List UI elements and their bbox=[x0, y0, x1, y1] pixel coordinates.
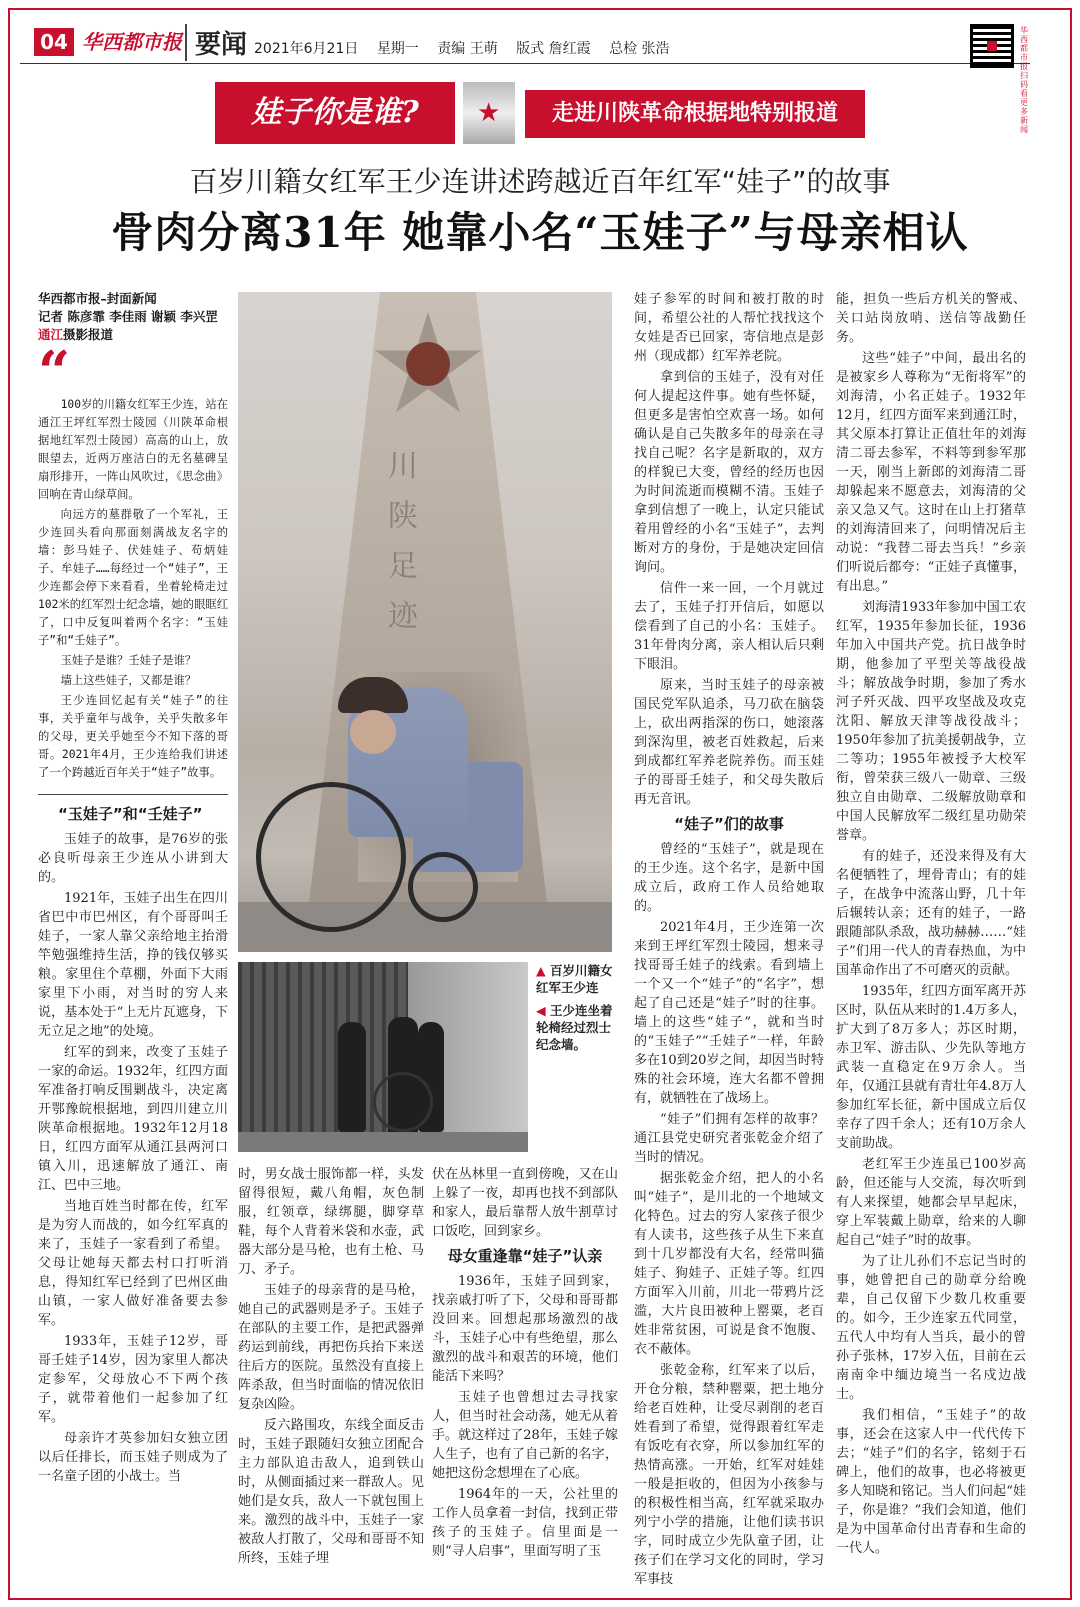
figure bbox=[338, 1022, 366, 1132]
monument-emblem bbox=[406, 342, 450, 386]
qr-code-icon[interactable] bbox=[970, 24, 1014, 68]
subheadline: 百岁川籍女红军王少连讲述跨越近百年红军“娃子”的故事 bbox=[189, 165, 891, 198]
body-paragraph: 信件一来一回，一个月就过去了，玉娃子打开信后，如愿以偿看到了自己的小名：玉娃子。31年骨肉分离，亲人相认后只剩下眼泪。 bbox=[634, 581, 824, 672]
body-paragraph: 据张乾金介绍，把人的小名叫“娃子”，是川北的一个地域文化特色。过去的穷人家孩子很少有人读书，这些孩子从生下来直到十几岁都没有大名，经常叫猫娃子、狗娃子、正娃子等。红四方面军入川前，川北一带鸦片泛滥，大片良田被种上罂粟，老百姓非常贫困，可说是食不饱腹、衣不蔽体。 bbox=[634, 1171, 824, 1357]
byline-reporters: 记者 陈彦霏 李佳雨 谢颖 李兴罡 bbox=[38, 309, 218, 324]
main-photo bbox=[238, 292, 612, 952]
body-paragraph: 2021年4月，王少连第一次来到王坪红军烈士陵园，想来寻找哥哥壬娃子的线索。看到墙上一个又一个“娃子”的“名字”，想起了自己还是“娃子”时的往事。墙上的这些“娃子”，就和当时的“玉娃子”“壬娃子”一样，年龄多在10到20岁之间，却因当时特殊的社会环境，连大名都不曾拥有，就牺牲在了战场上。 bbox=[634, 920, 824, 1106]
body-paragraph: 当地百姓当时都在传，红军是为穷人而战的，如今红军真的来了，玉娃子一家看到了希望。父母让她每天都去村口打听消息，得知红军已经到了巴州区曲山镇，一家人做好准备要去参军。 bbox=[38, 1199, 228, 1328]
lead-paragraph: 墙上这些娃子，又都是谁？ bbox=[60, 674, 197, 687]
body-paragraph: 红军的到来，改变了玉娃子一家的命运。1932年，红四方面军准备打响反围剿战斗，决定离开鄂豫皖根据地，到四川建立川陕革命根据地。1932年12月18日，红四方面军从通江县两河口镇入川，迅速解放了通江、南江、巴中三地。 bbox=[38, 1045, 228, 1193]
triangle-up-icon: ▲ bbox=[536, 963, 546, 978]
body-paragraph: 为了让儿孙们不忘记当时的事，她曾把自己的勋章分给晚辈，自己仅留下少数几枚重要的。如今，王少连家五代同堂，五代人中均有人当兵，最小的曾孙子张林，17岁入伍，目前在云南南伞中缅边境当一名戍边战士。 bbox=[836, 1254, 1026, 1402]
column-2 bbox=[238, 1165, 424, 1570]
byline-outlet: 华西都市报–封面新闻 bbox=[38, 291, 157, 306]
body-paragraph: 原来，当时玉娃子的母亲被国民党军队追杀，马刀砍在脑袋上，砍出两指深的伤口，她滚落到深沟里，被老百姓救起，后来到成都红军养老院养伤。而玉娃子的哥哥壬娃子，和父母失散后再无音讯。 bbox=[634, 678, 824, 807]
photographer: 通江 bbox=[38, 327, 64, 342]
lead-paragraph: 玉娃子是谁？壬娃子是谁？ bbox=[60, 654, 197, 667]
column-1 bbox=[38, 290, 228, 1488]
lead-paragraph: 王少连回忆起有关“娃子”的往事，关乎童年与战争，关乎失散多年的父母，更关乎她至今不知下落的哥哥。2021年4月，王少连给我们讲述了一个跨越近百年关于“娃子”故事。 bbox=[38, 694, 228, 779]
editor-credit: 责编 王萌 bbox=[437, 41, 498, 57]
qr-caption: 华西都市报 扫码看更多新闻 bbox=[1020, 26, 1028, 134]
body-paragraph: 1964年的一天，公社里的工作人员拿着一封信，找到正带孩子的玉娃子。信里面是一则“寻人启事”，里面写明了玉 bbox=[432, 1487, 618, 1559]
paper-logo: 华西都市报 bbox=[82, 30, 182, 54]
body-paragraph: 母亲许才英参加妇女独立团以后任排长，而玉娃子则成为了一名童子团的小战士。当 bbox=[38, 1431, 228, 1484]
body-paragraph: 玉娃子的母亲背的是马枪，她自己的武器则是矛子。玉娃子在部队的主要工作，是把武器弹药运到前线，再把伤兵抬下来送往后方的医院。虽然没有直接上阵杀敌，但当时面临的情况依旧复杂凶险。 bbox=[238, 1283, 424, 1412]
floor bbox=[238, 1132, 528, 1152]
proof-credit: 总检 张浩 bbox=[609, 41, 670, 57]
byline bbox=[38, 290, 228, 344]
wheelchair-wheel bbox=[256, 782, 406, 932]
column-5 bbox=[836, 290, 1026, 1560]
edition-date: 2021年6月21日 bbox=[254, 41, 359, 57]
body-paragraph: 玉娃子也曾想过去寻找家人，但当时社会动荡，她无从着手。就这样过了28年，玉娃子嫁人生子，也有了自己新的名字，她把这份念想埋在了心底。 bbox=[432, 1390, 618, 1481]
body-paragraph: 伏在丛林里一直到傍晚，又在山上躲了一夜，却再也找不到部队和家人，最后靠帮人放牛割草讨口饭吃，回到家乡。 bbox=[432, 1167, 618, 1239]
secondary-photo bbox=[238, 962, 528, 1152]
body-paragraph: 反六路围攻，东线全面反击时，玉娃子跟随妇女独立团配合主力部队追击敌人，追到铁山时，从侧面插过来一群敌人。见她们是女兵，敌人一下就包围上来。激烈的战斗中，玉娃子一家被敌人打散了，父母和哥哥不知所终，玉娃子埋 bbox=[238, 1418, 424, 1566]
wheelchair bbox=[373, 1072, 433, 1132]
body-paragraph: 我们相信，“玉娃子”的故事，还会在这家人中一代代传下去；“娃子”们的名字，铭刻于石碑上，他们的故事，也必将被更多人知晓和铭记。当人们问起“娃子，你是谁？”我们会知道，他们是为中国革命付出青春和生命的一代人。 bbox=[836, 1408, 1026, 1556]
page-number: 04 bbox=[34, 28, 74, 56]
person-face bbox=[350, 710, 396, 754]
body-paragraph: 1936年，玉娃子回到家，找亲戚打听了下，父母和哥哥都没回来。回想起那场激烈的战斗，玉娃子心中有些绝望，那么激烈的战斗和艰苦的环境，他们能活下来吗？ bbox=[432, 1274, 618, 1384]
lead-paragraph: 向远方的墓群敬了一个军礼，王少连回头看向那面刻满战友名字的墙：彭马娃子、伏娃娃子、苟炳娃子、牟娃子……每经过一个“娃子”，王少连都会停下来看看，坐着轮椅走过102米的红军烈士纪念墙，她的眼眶红了，口中反复叫着两个名字：“玉娃子”和“壬娃子”。 bbox=[38, 508, 228, 647]
series-banner bbox=[215, 82, 865, 144]
section-heading: “玉娃子”和“壬娃子” bbox=[58, 805, 203, 823]
triangle-left-icon: ◀ bbox=[536, 1003, 546, 1018]
body-paragraph: 这些“娃子”中间，最出名的是被家乡人尊称为“无衔将军”的刘海清，小名正娃子。1932年12月，红四方面军来到通江时，其父原本打算让正值壮年的刘海清二哥去参军，不料等到参军那一天，刚当上新郎的刘海清二哥却躲起来不愿意去，刘海清的父亲又急又气。这时在山上打猪草的刘海清回来了，问明情况后主动说：“我替二哥去当兵！”乡亲们听说后都夸：“正娃子真懂事，有出息。” bbox=[836, 351, 1026, 594]
body-paragraph: 刘海清1933年参加中国工农红军，1935年参加长征，1936年加入中国共产党。抗日战争时期，他参加了平型关等战役战斗；解放战争时期，参加了秀水河子歼灭战、四平攻坚战及攻克沈阳、解放天津等战役战斗；1950年参加了抗美援朝战争，立二等功；1955年被授予大校军衔，曾荣获三级八一勋章、三级独立自由勋章、二级解放勋章和中国人民解放军二级红星功勋荣誉章。 bbox=[836, 600, 1026, 843]
monument-inscription: 川陕足迹 bbox=[388, 449, 418, 634]
banner-title: 娃子你是谁? bbox=[215, 82, 455, 144]
headline: 骨肉分离31年 她靠小名“玉娃子”与母亲相认 bbox=[111, 208, 969, 257]
body-paragraph: 时，男女战士服饰都一样，头发留得很短，戴八角帽，灰色制服，红领章，绿绑腿，脚穿草鞋，每个人背着米袋和水壶，武器大部分是马枪，也有土枪、马刀、矛子。 bbox=[238, 1167, 424, 1277]
banner-series-label: 走进川陕革命根据地特别报道 bbox=[525, 90, 865, 138]
caption-secondary-text: 王少连坐着轮椅经过烈士纪念墙。 bbox=[536, 1003, 613, 1052]
column-3 bbox=[432, 1165, 618, 1563]
body-paragraph: 能，担负一些后方机关的警戒、关口站岗放哨、送信等战勤任务。 bbox=[836, 292, 1026, 345]
photo-credit-suffix: 摄影报道 bbox=[63, 327, 114, 342]
layout-credit: 版式 詹红霞 bbox=[516, 41, 591, 57]
body-paragraph: 有的娃子，还没来得及有大名便牺牲了，埋骨青山；有的娃子，在战争中流落山野，几十年后辗转认亲；还有的娃子，一路跟随部队杀敌，战功赫赫……“娃子”们用一代人的青春热血，为中国革命作出了不可磨灭的贡献。 bbox=[836, 849, 1026, 978]
body-paragraph: 1933年，玉娃子12岁，哥哥壬娃子14岁，因为家里人都决定参军，父母放心不下两个孩子，就带着他们一起参加了红军。 bbox=[38, 1334, 228, 1425]
body-paragraph: 曾经的“玉娃子”，就是现在的王少连。这个名字，是新中国成立后，政府工作人员给她取的。 bbox=[634, 842, 824, 914]
wheelchair-front-wheel bbox=[408, 852, 478, 922]
quote-mark-icon: “ bbox=[38, 339, 71, 405]
caption-main-text: 百岁川籍女红军王少连 bbox=[536, 963, 613, 995]
star-icon: ★ bbox=[477, 98, 501, 128]
body-paragraph: 张乾金称，红军来了以后，开仓分粮，禁种罂粟，把土地分给老百姓种，让受尽剥削的老百姓看到了希望，觉得跟着红军走有饭吃有衣穿，所以参加红军的热情高涨。一开始，红军对娃娃一般是拒收的，但因为小孩参与的积极性相当高，红军就采取办列宁小学的措施，让他们读书识字，同时成立少先队童子团，让孩子们在学习文化的同时，学习军事技 bbox=[634, 1363, 824, 1587]
lead-paragraphs bbox=[38, 396, 228, 795]
section-heading: “娃子”们的故事 bbox=[674, 815, 784, 833]
section-label: 要闻 bbox=[185, 24, 247, 61]
section-heading: 母女重逢靠“娃子”认亲 bbox=[447, 1247, 603, 1265]
body-paragraph: 玉娃子的故事，是76岁的张必良听母亲王少连从小讲到大的。 bbox=[38, 832, 228, 885]
body-paragraph: 老红军王少连虽已100岁高龄，但还能与人交流，每次听到有人来探望，她都会早早起床，穿上军装戴上勋章，给来的人聊起自己“娃子”时的故事。 bbox=[836, 1157, 1026, 1248]
body-paragraph: 拿到信的玉娃子，没有对任何人提起这件事。她有些怀疑，但更多是害怕空欢喜一场。如何确认是自己失散多年的母亲在寻找自己呢？名字是新取的，双方的样貌已大变，曾经的经历也因为时间流逝而模糊不清。玉娃子拿到信想了一晚上，认定只能试着用曾经的小名“玉娃子”，去判断对方的身份，于是她决定回信询问。 bbox=[634, 370, 824, 575]
edition-weekday: 星期一 bbox=[376, 41, 419, 57]
column-4 bbox=[634, 290, 824, 1591]
lead-paragraph: 100岁的川籍女红军王少连，站在通江王坪红军烈士陵园（川陕革命根据地红军烈士陵园）高高的山上，放眼望去，近两万座洁白的无名墓碑呈扇形排开，一阵山风吹过，《思念曲》回响在青山绿草间。 bbox=[38, 398, 228, 501]
caption-secondary bbox=[536, 1002, 616, 1053]
body-paragraph: 1921年，玉娃子出生在四川省巴中市巴州区，有个哥哥叫壬娃子，一家人靠父亲给地主抬滑竿勉强维持生活，挣的钱仅够买粮。家里住个草棚，外面下大雨家里下小雨，对当时的穷人来说，基本处于“上无片瓦遮身，下无立足之地”的处境。 bbox=[38, 891, 228, 1039]
photo-captions bbox=[536, 962, 616, 1053]
body-paragraph: 1935年，红四方面军离开苏区时，队伍从来时的1.4万多人，扩大到了8万多人；苏区时期，赤卫军、游击队、少先队等地方武装一直稳定在9万余人。当年，仅通江县就有青壮年4.8万人参加红军长征，新中国成立后仅幸存了四千余人；还有10万余人支前助战。 bbox=[836, 984, 1026, 1151]
body-paragraph: “娃子”们拥有怎样的故事？通江县党史研究者张乾金介绍了当时的情况。 bbox=[634, 1112, 824, 1165]
edition-meta bbox=[254, 38, 684, 58]
body-paragraph: 娃子参军的时间和被打散的时间，希望公社的人帮忙找找这个女娃是否已回家，寄信地点是彭州（现成都）红军养老院。 bbox=[634, 292, 824, 364]
caption-main bbox=[536, 962, 616, 996]
